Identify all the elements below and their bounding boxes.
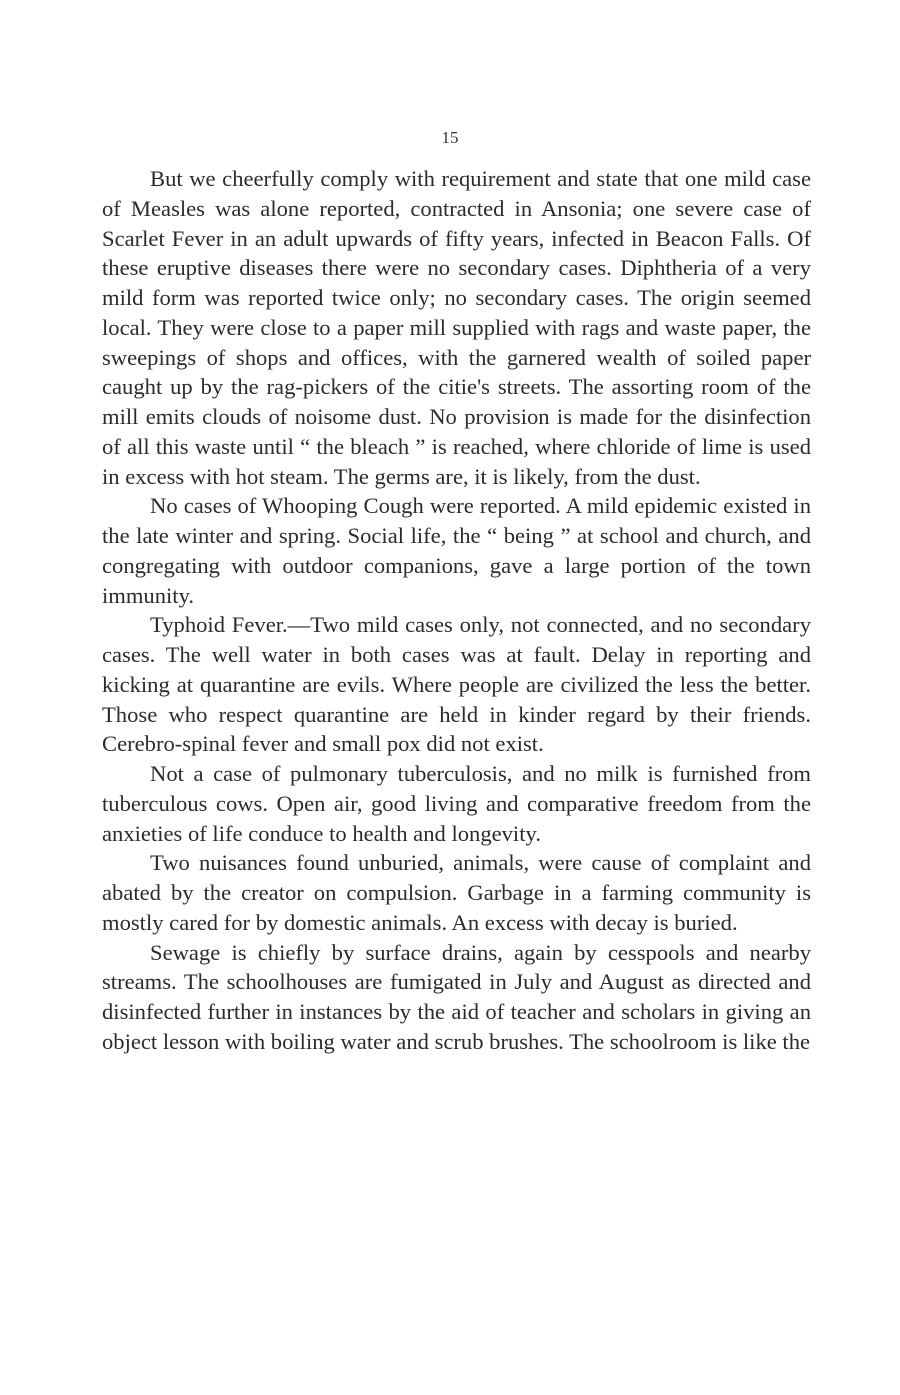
paragraph-nuisances: Two nuisances found unburied, animals, were cause of complaint and abated by the creator on compulsion. Garbage in a farming community is mostly cared for by domestic animals. An excess with decay is buried. — [102, 850, 811, 935]
paragraph-measles-diphtheria: But we cheerfully comply with requirement and state that one mild case of Measles was alone reported, contracted in Ansonia; one severe case of Scarlet Fever in an adult upwards of fifty years, infected in Beacon Falls. Of these eruptive diseases there were no secondary cases. Diphtheria of a very mild form was reported twice only; no secondary cases. The origin seemed local. They were close to a paper mill supplied with rags and waste paper, the sweepings of shops and offices, with the garnered wealth of soiled paper caught up by the rag-pickers of the citie's streets. The assorting room of the mill emits clouds of noisome dust. No provision is made for the disinfection of all this waste until “ the bleach ” is reached, where chloride of lime is used in excess with hot steam. The germs are, it is likely, from the dust. — [102, 166, 811, 489]
page-number: 15 — [441, 128, 459, 147]
paragraph-whooping-cough: No cases of Whooping Cough were reported. A mild epidemic existed in the late winter and spring. Social life, the “ being ” at school and church, and congregating with outdoor companions, gave a large portion of the town immunity. — [102, 493, 811, 608]
paragraph-sewage: Sewage is chiefly by surface drains, again by cesspools and nearby streams. The schoolhouses are fumigated in July and August as directed and disinfected further in instances by the aid of teacher and scholars in giving an object lesson with boiling water and scrub brushes. The schoolroom is like the — [102, 939, 811, 1054]
paragraph-tuberculosis: Not a case of pulmonary tuberculosis, and no milk is furnished from tuberculous cows. Open air, good living and comparative freedom from the anxieties of life conduce to health and longevity. — [102, 761, 811, 846]
body-text — [102, 164, 811, 1057]
paragraph-typhoid-fever: Typhoid Fever.—Two mild cases only, not connected, and no secondary cases. The well water in both cases was at fault. Delay in reporting and kicking at quarantine are evils. Where people are civilized the less the better. Those who respect quarantine are held in kinder regard by their friends. Cerebro-spinal fever and small pox did not exist. — [102, 612, 811, 757]
